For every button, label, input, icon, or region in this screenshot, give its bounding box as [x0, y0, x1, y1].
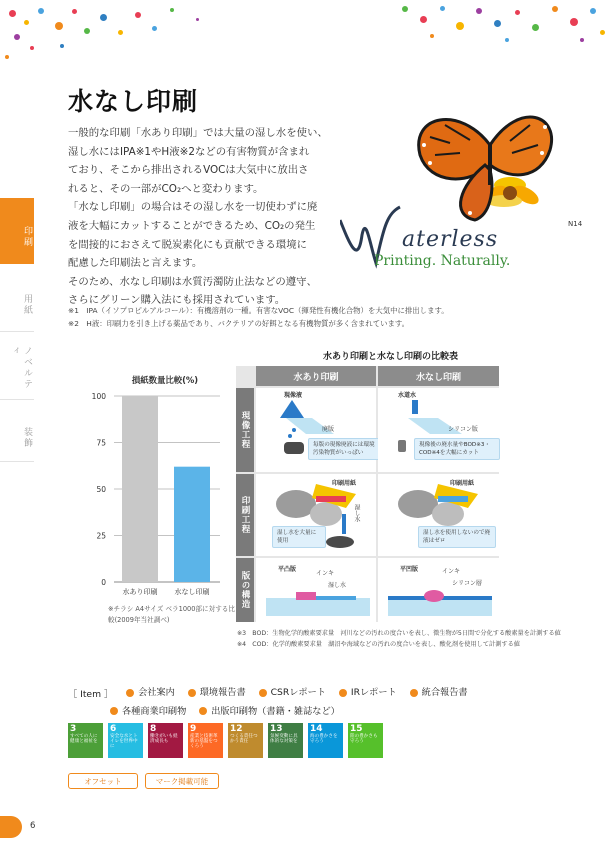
page-number-tab — [0, 816, 22, 838]
y-tick-label: 50 — [96, 485, 106, 494]
sdg-icon-15 — [348, 723, 383, 758]
body-line: さらにグリーン購入法にも採用されています。 — [68, 294, 286, 307]
bullet-icon — [199, 707, 207, 715]
body-line: 一般的な印刷「水あり印刷」では大量の湿し水を使い、 — [68, 127, 328, 139]
sdg-number: 12 — [230, 724, 243, 734]
body-line: そのため、水なし印刷は水質汚濁防止法などの遵守、 — [68, 275, 317, 288]
sdg-text: 陸の豊かさも守ろう — [350, 734, 378, 745]
callout-dry-develop: 現像後の廃水量やBOD※3・COD※4を大幅にカット — [414, 438, 500, 460]
row-header-develop: 現像工程 — [236, 388, 254, 472]
waterless-logo — [340, 95, 600, 275]
page-number: 6 — [30, 821, 36, 831]
label-ink: インキ — [442, 568, 461, 575]
label-silicone-plate: シリコン版 — [448, 426, 478, 433]
note-line: ※1 IPA（イソプロピルアルコール）：有機溶剤の一種。有害なVOC（揮発性有機化合物）を大気中に排出します。 — [68, 306, 449, 315]
footnote-line: ※3 BOD：生物化学的酸素要求量 河川などの汚れの度合いを表し、微生物が5日間で分化する酸素量を計測する値 — [237, 630, 561, 637]
sdg-text: すべての人に健康と福祉を — [70, 734, 98, 745]
label-ink: インキ — [316, 570, 335, 577]
label-tap-water: 水道水 — [398, 392, 417, 399]
bullet-icon — [410, 689, 418, 697]
sdg-icon-14 — [308, 723, 343, 758]
bar — [174, 467, 210, 582]
row-header-plate: 版の構造 — [236, 558, 254, 622]
body-text — [68, 124, 330, 310]
sdg-icon-13 — [268, 723, 303, 758]
chart-note: ※チラシ A4サイズ ベラ1000部に対する比較(2009年当社調べ) — [108, 605, 235, 624]
y-tick-label: 0 — [101, 578, 106, 587]
cell-dry-print — [378, 474, 499, 556]
body-line: れると、その一部がCO₂へと変わります。 — [68, 182, 264, 195]
callout-dry-print: 湿し水を使用しないので廃液はゼロ — [418, 526, 496, 548]
sdg-icon-12 — [228, 723, 263, 758]
footnotes — [237, 628, 577, 650]
x-category-label: 水なし印刷 — [174, 588, 210, 596]
sdg-number: 15 — [350, 724, 363, 734]
body-line: 液を大幅にカットすることができるため、CO₂の発生 — [68, 219, 316, 232]
body-line: 「水なし印刷」の場合はその湿し水を一切使わずに廃 — [68, 201, 318, 214]
logo-badge: N14 — [568, 220, 583, 228]
sdg-number: 14 — [310, 724, 323, 734]
column-header-dry: 水なし印刷 — [378, 366, 499, 386]
label-dampening-water: 湿し水 — [353, 504, 360, 522]
note-line: ※2 H液：印刷力を引き上げる薬品であり、バクテリアの好餌となる有機物質が多く含まれています。 — [68, 319, 410, 328]
side-tab-label: 装飾 — [22, 426, 32, 449]
callout-wet-develop: 毎版の現像廃液には環境汚染物質がいっぱい — [308, 438, 380, 460]
cell-dry-plate — [378, 558, 499, 622]
sdg-icon-6 — [108, 723, 143, 758]
side-tab-label: 用紙 — [22, 293, 32, 316]
side-tab-paper[interactable] — [0, 266, 34, 332]
body-line: ており、そこから排出されるVOCは大気中に放出さ — [68, 164, 309, 177]
side-tab-novelty[interactable] — [0, 334, 34, 400]
x-category-label: 水あり印刷 — [122, 588, 158, 596]
sdg-text: 気候変動に具体的な対策を — [270, 734, 298, 745]
label-print-paper: 印刷用紙 — [332, 480, 357, 487]
footnote-line: ※4 COD：化学的酸素要求量 湖沼や海域などの汚れの度合いを表し、酸化剤を使用して計測する値 — [237, 641, 520, 648]
comparison-table — [236, 366, 499, 622]
sdg-text: 海の豊かさを守ろう — [310, 734, 338, 745]
bullet-icon — [259, 689, 267, 697]
cell-wet-plate — [256, 558, 376, 622]
label-dampening-water: 湿し水 — [328, 582, 347, 589]
tag-offset: オフセット — [68, 773, 138, 789]
sdg-text: 働きがいも経済成長も — [150, 734, 178, 745]
dry-plate-illustration — [378, 558, 499, 622]
column-header-wet: 水あり印刷 — [256, 366, 376, 386]
logo-tagline: Printing. Naturally. — [374, 253, 511, 269]
sdg-number: 6 — [110, 724, 117, 734]
item: 統合報告書 — [410, 684, 468, 701]
body-line: 配慮した印刷法と言えます。 — [68, 257, 203, 270]
y-tick-label: 25 — [96, 531, 106, 541]
sdg-number: 8 — [150, 724, 157, 734]
logo-script: aterless — [402, 227, 499, 252]
sdg-number: 3 — [70, 724, 77, 734]
label-plate-type: 平凹版 — [400, 566, 419, 573]
tag-mark-available: マーク掲載可能 — [145, 773, 219, 789]
items-list — [68, 684, 488, 721]
cell-wet-develop — [256, 388, 376, 472]
bullet-icon — [188, 689, 196, 697]
body-line: 湿し水にはIPA※1やH液※2などの有害物質が含まれ — [68, 145, 310, 158]
item: IRレポート — [339, 684, 397, 701]
sdg-text: つくる責任つかう責任 — [230, 734, 258, 745]
item: 会社案内 — [126, 684, 175, 701]
label-plate-type: 平凸版 — [278, 566, 297, 573]
body-line: を間接的におさえて脱炭素化にも貢献できる環境に — [68, 238, 307, 251]
label-silicone-layer: シリコン層 — [452, 580, 482, 587]
item: 環境報告書 — [188, 684, 246, 701]
item: 出版印刷物（書籍・雑誌など） — [199, 703, 340, 720]
side-tab-label: ノベルティ — [9, 346, 32, 390]
sdg-icon-3 — [68, 723, 103, 758]
sdg-text: 安全な水とトイレを世界中に — [110, 734, 138, 750]
item: 各種商業印刷物 — [110, 703, 186, 720]
y-tick-label: 75 — [96, 438, 106, 448]
sdg-text: 産業と技術革新の基盤をつくろう — [190, 734, 218, 750]
cell-dry-develop — [378, 388, 499, 472]
bar — [122, 396, 158, 582]
bullet-icon — [339, 689, 347, 697]
side-tab-decoration[interactable] — [0, 402, 34, 462]
callout-wet-print: 湿し水を大量に使用 — [272, 526, 326, 548]
label-developer: 現像液 — [284, 392, 303, 399]
side-tab-printing[interactable] — [0, 198, 34, 264]
items-label: ［ Item ］ — [68, 688, 114, 700]
row-header-print: 印刷工程 — [236, 474, 254, 556]
bar-chart — [70, 386, 230, 604]
sdg-number: 13 — [270, 724, 283, 734]
page-title: 水なし印刷 — [68, 87, 199, 116]
cell-wet-print — [256, 474, 376, 556]
label-print-paper: 印刷用紙 — [450, 480, 475, 487]
sdg-number: 9 — [190, 724, 197, 734]
bullet-icon — [126, 689, 134, 697]
sdg-icon-8 — [148, 723, 183, 758]
comparison-title: 水あり印刷と水なし印刷の比較表 — [323, 352, 459, 362]
side-tab-label: 印刷 — [22, 226, 32, 248]
notes — [68, 304, 588, 330]
sdg-icon-9 — [188, 723, 223, 758]
bullet-icon — [110, 707, 118, 715]
chart-title: 損紙数量比較(%) — [131, 375, 199, 385]
label-waste-plate: 廃版 — [322, 426, 335, 433]
y-tick-label: 100 — [91, 392, 106, 401]
item: CSRレポート — [259, 684, 326, 701]
